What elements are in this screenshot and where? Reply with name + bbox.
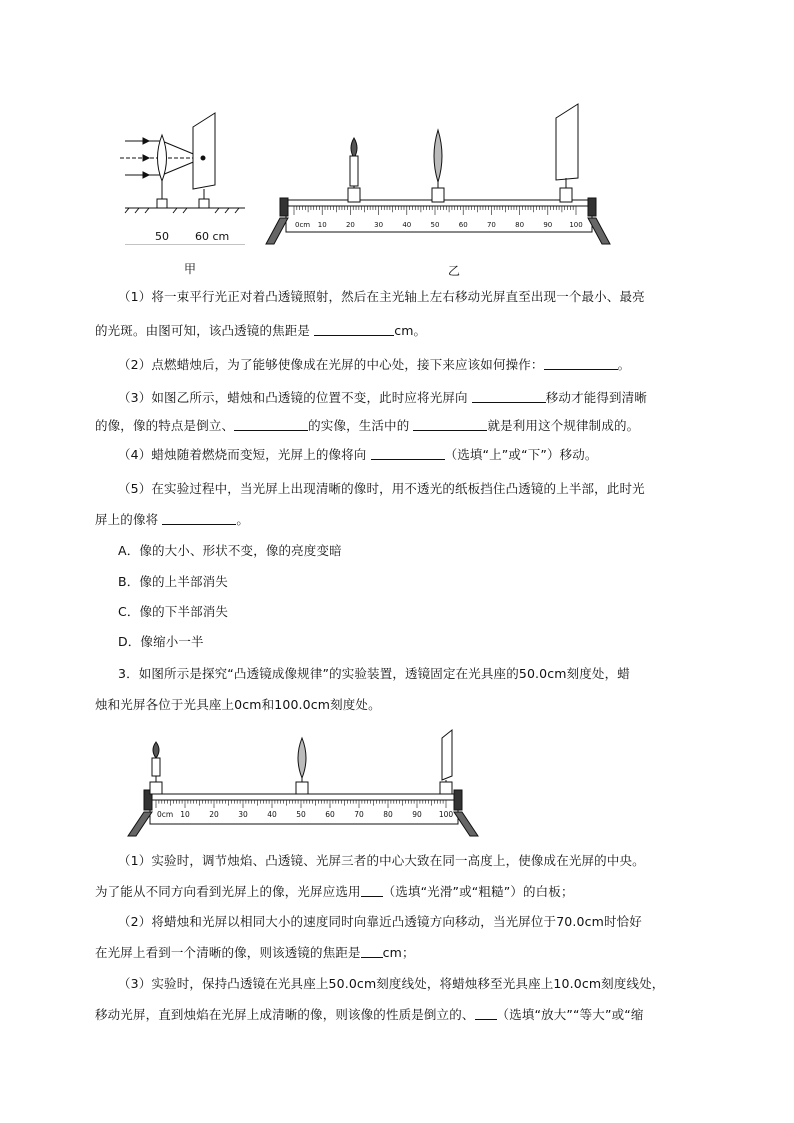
- jia-label-50: 50: [155, 230, 169, 243]
- answer-blank: [361, 945, 383, 958]
- ruler-tick-label: 20: [209, 810, 219, 819]
- figure-yi-caption: 乙: [448, 264, 461, 278]
- ruler-tick-label: 30: [238, 810, 248, 819]
- q3-part3-line2: 移动光屏，直到烛焰在光屏上成清晰的像，则该像的性质是倒立的、 （选填“放大”“等大”或“缩: [95, 1007, 644, 1022]
- answer-blank: [413, 418, 487, 431]
- q2-part3-line1: （3）如图乙所示，蜡烛和凸透镜的位置不变，此时应将光屏向 移动才能得到清晰: [118, 390, 647, 405]
- answer-blank: [162, 512, 236, 525]
- q3-part1-line1: （1）实验时，调节烛焰、凸透镜、光屏三者的中心大致在同一高度上，使像成在光屏的中央。: [118, 853, 645, 868]
- jia-label-60: 60 cm: [195, 230, 230, 243]
- q3-stem-line2: 烛和光屏各位于光具座上0cm和100.0cm刻度处。: [95, 697, 381, 712]
- q2-part5-line1: （5）在实验过程中，当光屏上出现清晰的像时，用不透光的纸板挡住凸透镜的上半部，此时光: [118, 481, 645, 496]
- figure-yi: [262, 100, 612, 250]
- answer-blank: [472, 390, 546, 403]
- option-c: C．像的下半部消失: [118, 604, 229, 619]
- ruler-tick-label: 80: [383, 810, 393, 819]
- figure-jia-caption: 甲: [184, 262, 197, 276]
- q3-stem-line1: 3．如图所示是探究“凸透镜成像规律”的实验装置，透镜固定在光具座的50.0cm刻度处，蜡: [118, 666, 630, 681]
- ruler-tick-label: 70: [354, 810, 364, 819]
- answer-blank: [475, 1007, 497, 1020]
- ruler-tick-label: 50: [430, 221, 440, 229]
- ruler-tick-label: 20: [345, 221, 355, 229]
- answer-blank: [361, 884, 383, 897]
- ruler-tick-label: 10: [317, 221, 327, 229]
- ruler-tick-label: 80: [515, 221, 525, 229]
- answer-blank: [234, 418, 308, 431]
- ruler-tick-label: 50: [296, 810, 306, 819]
- ruler-tick-label: 90: [412, 810, 422, 819]
- ruler-tick-label: 100: [438, 810, 454, 819]
- q3-part2-line1: （2）将蜡烛和光屏以相同大小的速度同时向靠近凸透镜方向移动，当光屏位于70.0cm时恰好: [118, 914, 642, 929]
- ruler-tick-label: 0cm: [157, 810, 174, 819]
- answer-blank: [544, 357, 618, 370]
- option-a: A．像的大小、形状不变，像的亮度变暗: [118, 543, 342, 558]
- q2-part3-line2: 的像，像的特点是倒立、 的实像，生活中的 就是利用这个规律制成的。: [95, 418, 640, 433]
- ruler-tick-label: 0cm: [295, 221, 311, 229]
- figure-jia: [115, 105, 255, 245]
- ruler-tick-label: 90: [543, 221, 553, 229]
- answer-blank: [371, 447, 445, 460]
- ruler-tick-label: 10: [180, 810, 190, 819]
- ruler-tick-label: 30: [374, 221, 384, 229]
- q2-part1-line1: （1）将一束平行光正对着凸透镜照射，然后在主光轴上左右移动光屏直至出现一个最小、最亮: [118, 289, 645, 304]
- ruler-tick-label: 70: [486, 221, 496, 229]
- q2-part1-line2: 的光斑。由图可知，该凸透镜的焦距是 cm。: [95, 323, 427, 338]
- ruler-tick-label: 60: [325, 810, 335, 819]
- ruler-tick-label: 40: [402, 221, 412, 229]
- q3-part1-line2: 为了能从不同方向看到光屏上的像，光屏应选用 （选填“光滑”或“粗糙”）的白板；: [95, 884, 574, 899]
- answer-blank: [314, 323, 394, 336]
- option-d: D．像缩小一半: [118, 634, 204, 649]
- q3-part2-line2: 在光屏上看到一个清晰的像，则该透镜的焦距是 cm；: [95, 945, 415, 960]
- q3-part3-line1: （3）实验时，保持凸透镜在光具座上50.0cm刻度线处，将蜡烛移至光具座上10.0cm刻度线处，: [118, 976, 665, 991]
- q2-part5-line2: 屏上的像将 。: [95, 512, 250, 527]
- ruler-tick-label: 60: [458, 221, 468, 229]
- option-b: B．像的上半部消失: [118, 574, 228, 589]
- ruler-tick-label: 100: [569, 221, 583, 229]
- figure-3: [120, 728, 490, 840]
- q2-part2: （2）点燃蜡烛后，为了能够使像成在光屏的中心处，接下来应该如何操作： 。: [118, 357, 631, 372]
- q2-part4: （4）蜡烛随着燃烧而变短，光屏上的像将向 （选填“上”或“下”）移动。: [118, 447, 598, 462]
- ruler-tick-label: 40: [267, 810, 277, 819]
